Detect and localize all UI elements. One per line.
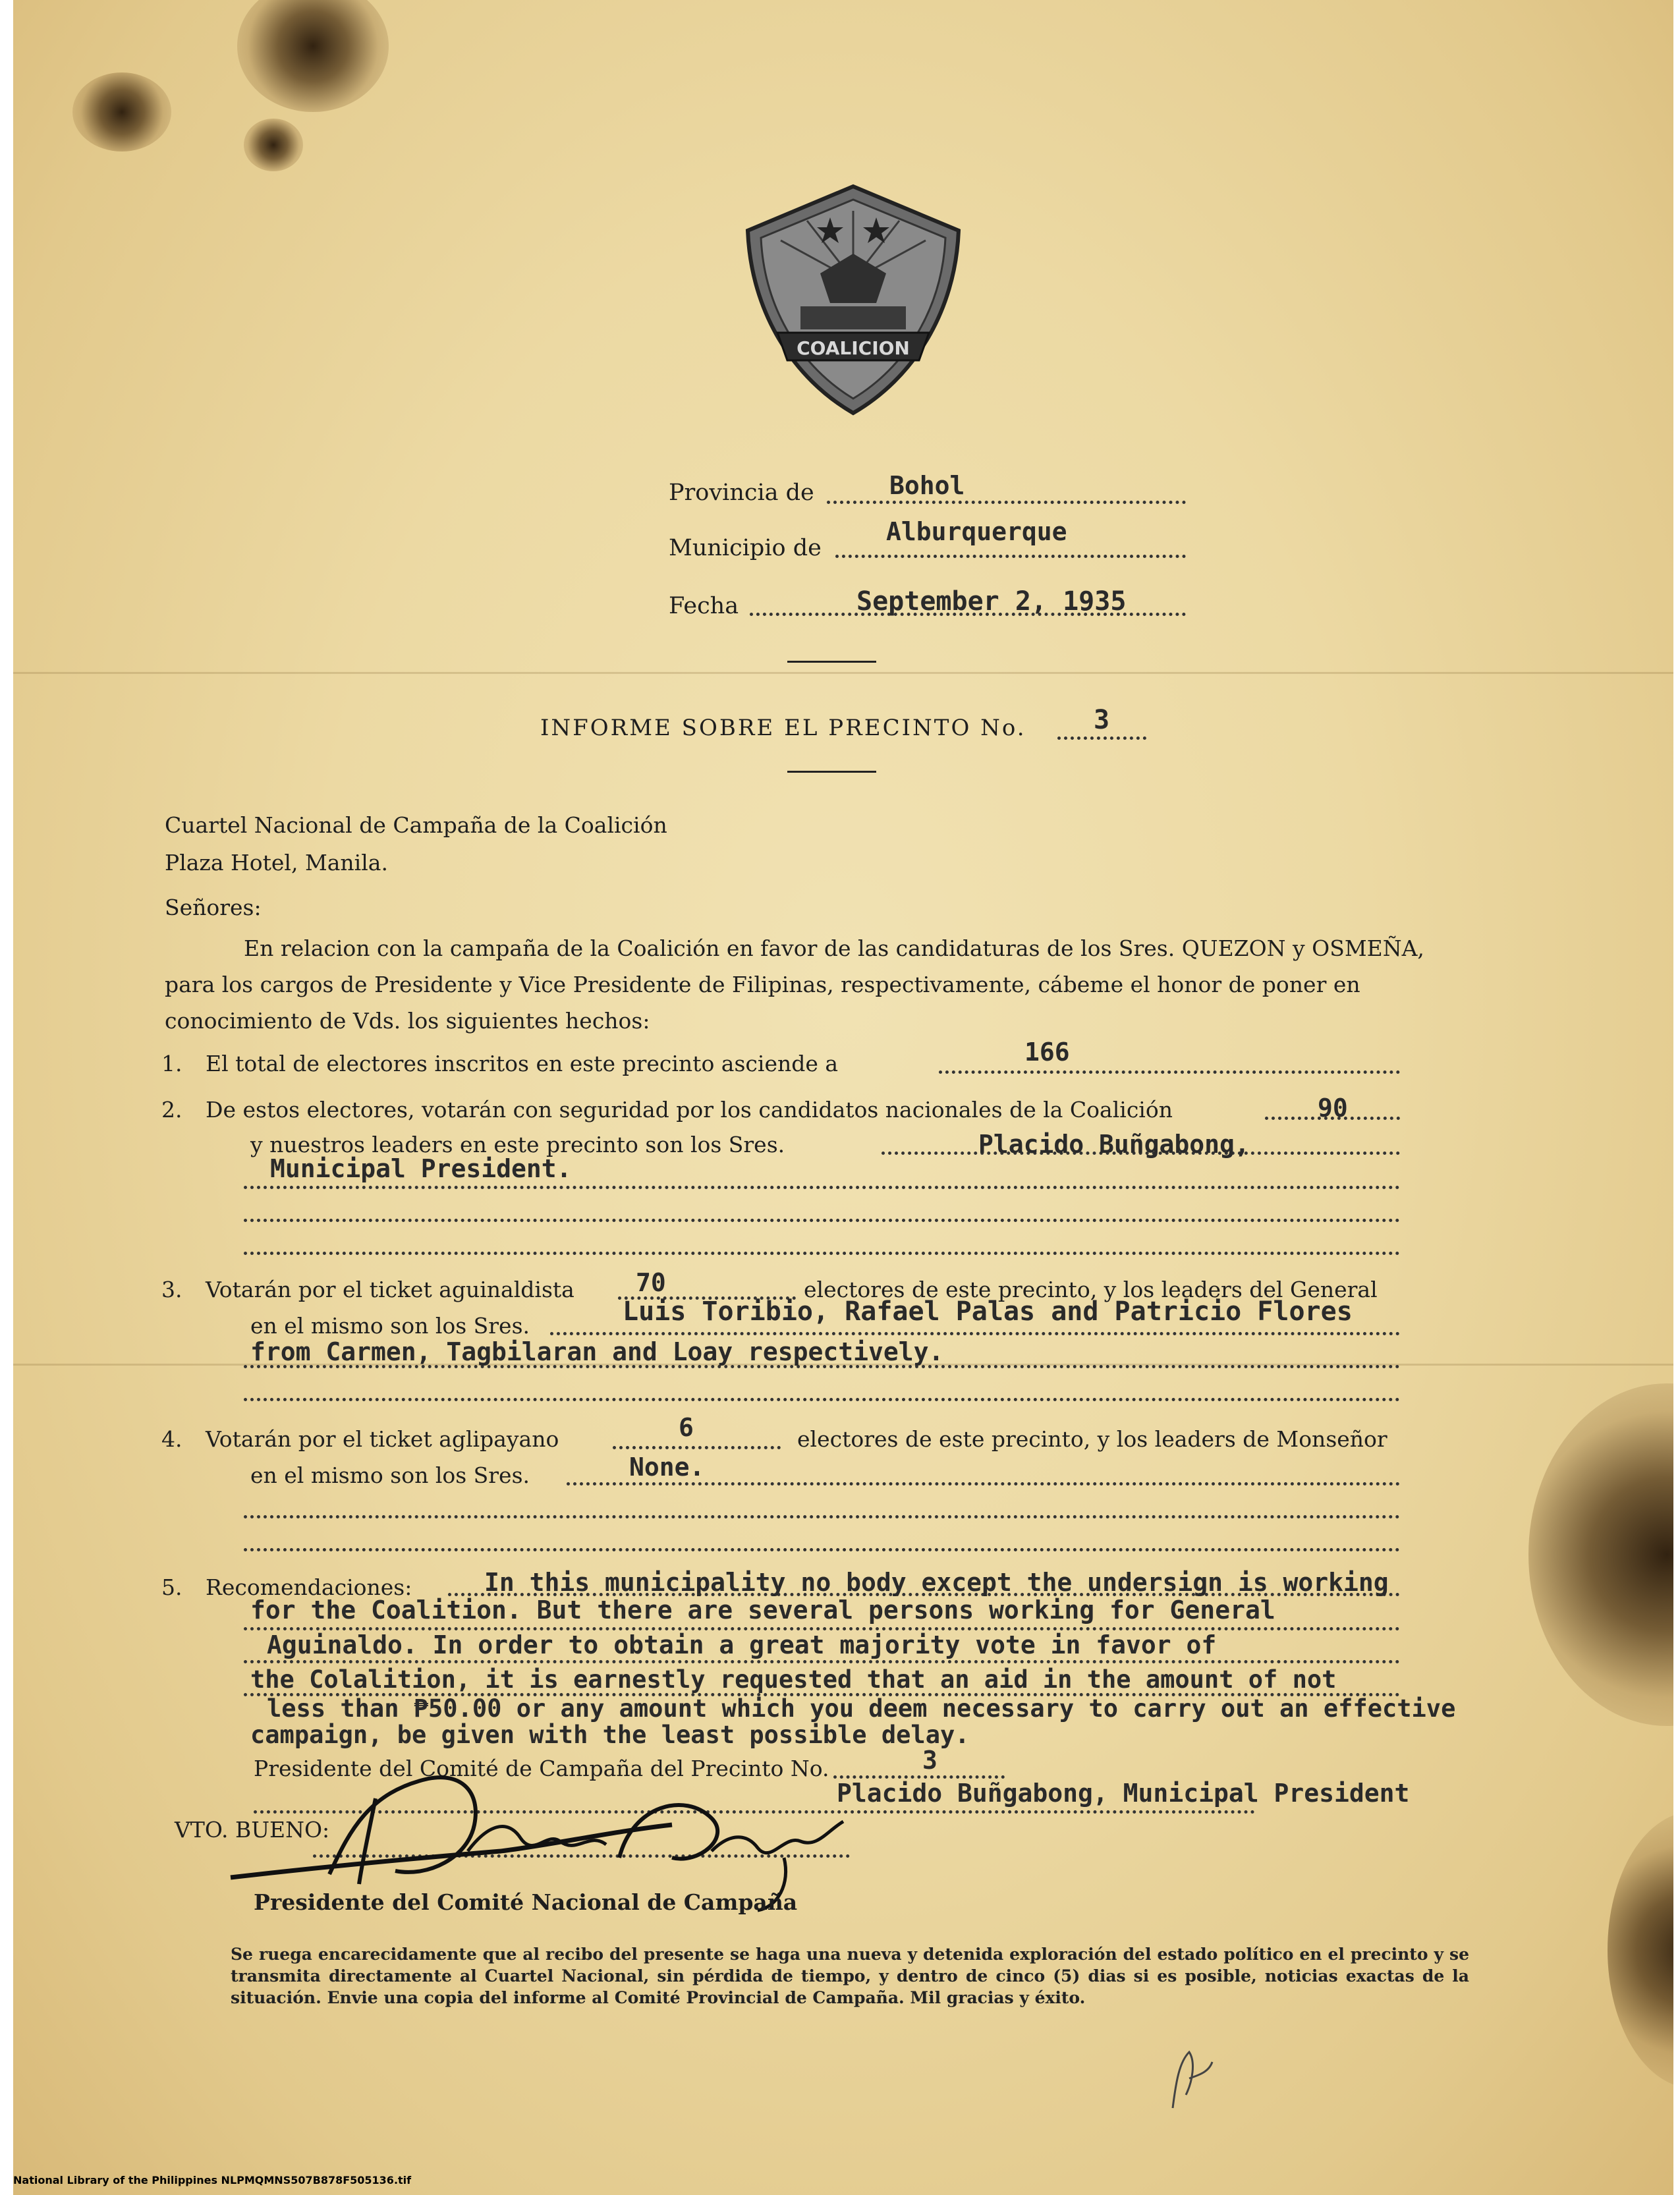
coalicion-emblem-icon [741,181,965,418]
dotted-line [244,1660,1400,1663]
presidente-nacional-label: Presidente del Comité Nacional de Campaña [254,1889,798,1915]
document-page [13,0,1673,2195]
dotted-line [244,1548,1400,1551]
burn-mark [244,119,303,171]
item-1-dotted-line [939,1070,1400,1074]
dotted-line [244,1515,1400,1518]
handwritten-initial [1160,2042,1219,2115]
item-5-typed-2: for the Coalition. But there are several persons working for General [250,1596,1275,1625]
dotted-line [244,1252,1400,1255]
intro-line-1: En relacion con la campaña de la Coalición en favor de las candidaturas de los Sres. QUEZON y OSMEÑA, [244,935,1424,961]
provincia-dotted-line [827,501,1186,504]
provincia-value: Bohol [889,471,965,500]
item-4-text-a: Votarán por el ticket aglipayano [206,1426,559,1452]
dotted-line [244,1186,1400,1189]
fold-line [13,672,1673,674]
item-2-number: 2. [161,1097,182,1123]
salutation: Señores: [165,895,262,920]
address-line-1: Cuartel Nacional de Campaña de la Coalición [165,812,667,838]
item-4-line-2: en el mismo son los Sres. [250,1462,530,1488]
fecha-label: Fecha [669,593,739,619]
item-3-text-a: Votarán por el ticket aguinaldista [206,1277,574,1302]
municipio-value: Alburquerque [886,517,1067,546]
burn-mark [237,0,389,112]
signer-typed-name: Placido Buñgabong, Municipal President [837,1779,1410,1808]
vto-bueno-label: VTO. BUENO: [175,1817,330,1843]
divider [787,661,876,663]
item-5-typed-3: Aguinaldo. In order to obtain a great majority vote in favor of [267,1630,1217,1659]
municipio-label: Municipio de [669,535,822,561]
footer-note: Se ruega encarecidamente que al recibo del presente se haga una nueva y detenida exploración del estado político en el precinto y se transmita directamente al Cuartel Nacional, sin pérdida de tiempo, y dentro de cinco (5) dias si es posible, noticias exactas de la situación. Envie una copia del informe al Comité Provincial de Campaña. Mil gracias y éxito. [231,1945,1469,2007]
item-1-number: 1. [161,1051,182,1076]
report-title: INFORME SOBRE EL PRECINTO No. [540,715,1026,741]
item-5-typed-5: less than ₱50.00 or any amount which you deem necessary to carry out an effective [267,1694,1456,1723]
item-3-typed-1: Luis Toribio, Rafael Palas and Patricio Flores [623,1296,1353,1327]
item-2-typed-1: Placido Buñgabong, [978,1130,1250,1159]
dotted-line [244,1219,1400,1222]
burn-mark [1528,1383,1673,1726]
intro-line-2: para los cargos de Presidente y Vice Presidente de Filipinas, respectivamente, cábeme el honor de poner en [165,972,1360,997]
item-4-dotted-line [567,1482,1400,1486]
item-3-line-2: en el mismo son los Sres. [250,1313,530,1339]
fecha-value: September 2, 1935 [856,586,1127,617]
intro-line-3: conocimiento de Vds. los siguientes hechos: [165,1008,650,1034]
item-3-text-b: electores de este precinto, y los leaders del General [804,1277,1378,1302]
item-1-value: 166 [1024,1038,1070,1067]
item-3-value: 70 [636,1268,666,1297]
precinct-dotted-line [1057,736,1146,740]
item-3-number: 3. [161,1277,182,1302]
emblem-label: COALICION [797,337,910,359]
divider [787,771,876,773]
precinto-number: 3 [922,1746,938,1775]
burn-mark [1608,1812,1673,2088]
item-4-number: 4. [161,1426,182,1452]
item-4-text-b: electores de este precinto, y los leaders de Monseñor [797,1426,1387,1452]
item-5-number: 5. [161,1574,182,1600]
item-5-typed-4: the Colalition, it is earnestly requested that an aid in the amount of not [250,1665,1337,1694]
item-2-value: 90 [1318,1094,1348,1123]
presidente-precinto-label: Presidente del Comité de Campaña del Precinto No. [254,1756,829,1781]
item-1-text: El total de electores inscritos en este precinto asciende a [206,1051,839,1076]
dotted-line [244,1398,1400,1401]
scan-id-label: National Library of the Philippines NLPMQMNS507B878F505136.tif [13,2174,412,2186]
item-3-dotted-line [550,1332,1400,1335]
item-5-typed-1: In this municipality no body except the undersign is working [484,1568,1389,1597]
item-2-line-2: y nuestros leaders en este precinto son los Sres. [250,1132,785,1157]
address-line-2: Plaza Hotel, Manila. [165,850,388,875]
item-4-typed-1: None. [629,1453,705,1482]
item-2-text: De estos electores, votarán con seguridad por los candidatos nacionales de la Coalición [206,1097,1173,1123]
item-5-typed-6: campaign, be given with the least possible delay. [250,1721,970,1749]
item-2-typed-2: Municipal President. [270,1154,572,1183]
municipio-dotted-line [835,555,1186,558]
item-4-value: 6 [679,1413,694,1442]
provincia-label: Provincia de [669,480,814,506]
item-4-dotted-line [613,1446,781,1449]
precinct-value: 3 [1094,705,1110,735]
item-3-typed-2: from Carmen, Tagbilaran and Loay respectively. [250,1337,944,1366]
burn-mark [72,72,171,152]
item-5-label: Recomendaciones: [206,1574,412,1600]
